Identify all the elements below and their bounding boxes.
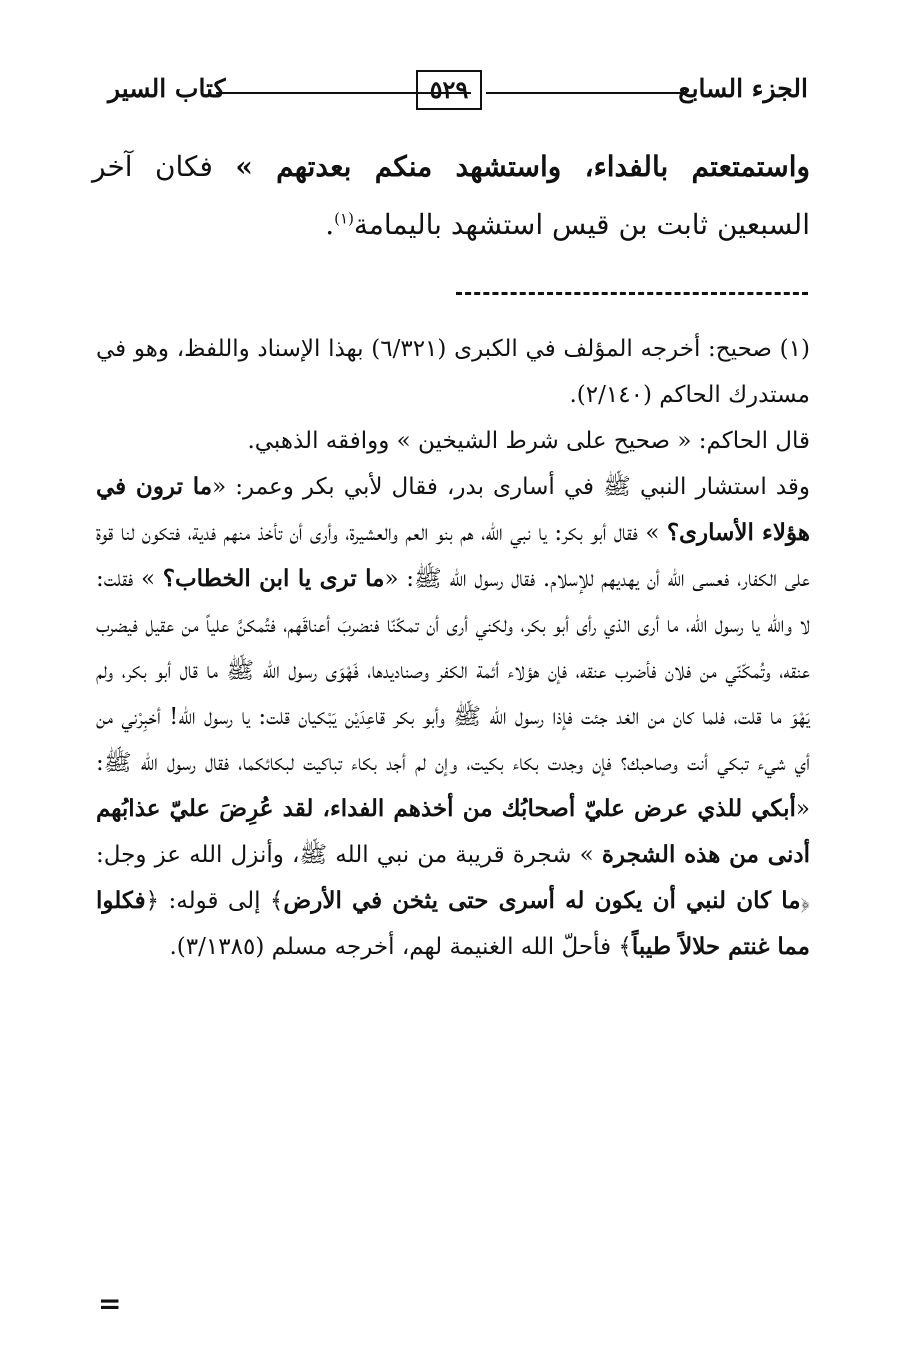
main-text-body: فكان آخر السبعين ثابت بن قيس استشهد باليمامة <box>92 150 810 241</box>
narration-text: وقد استشار النبي ﷺ في أسارى بدر، فقال لأبي بكر وعمر: « <box>212 474 810 500</box>
footnote-paragraph-narration <box>96 464 810 970</box>
book-title: كتاب السير <box>108 74 226 103</box>
page-number-box: ٥٢٩ <box>416 70 482 110</box>
narration-text: ﴾ إلى قوله: ﴿ <box>145 888 284 914</box>
continuation-mark: = <box>98 1287 122 1320</box>
narration-text: ﴾ فأحلّ الله الغنيمة لهم، أخرجه مسلم (٣/١٣٨٥). <box>169 934 632 960</box>
main-text-quote: واستمتعتم بالفداء، واستشهد منكم بعدتهم » <box>235 150 810 183</box>
quran-verse: فكلوا مما غنتم حلالاً طيباً <box>96 887 810 960</box>
narration-text: » فقلت: لا والله يا رسول الله، ما أرى الذي رأى أبو بكر، ولكني أرى أن تمكّنّا فنضربَ أعناقَهم، فتُمكنَّ علياً من عقيل فيضرب عنقه، وتُمكّنّي من فلان فأضرب عنقه، فإن هؤلاء أئمة الكفر وصناديدها، فَهْوَى رسول الله ﷺ ما قال أبو بكر، ولم يَهْوَ ما قلت، فلما كان من الغد جئت فإذا رسول الله ﷺ وأبو بكر قاعِدَيْن يَبْكيان قلت: يا رسول الله! أخبِرْني من أي شيء تبكي أنت وصاحبك؟ فإن وجدت بكاء بكيت، وإن لم أجد بكاء تباكيت لبكائكما، فقال رسول الله ﷺ: « <box>96 566 810 822</box>
footnote-block <box>96 326 810 970</box>
narration-quote: ما ترون في هؤلاء الأسارى؟ <box>96 473 810 546</box>
footnote-paragraph-hakim: قال الحاكم: « صحيح على شرط الشيخين » ووافقه الذهبي. <box>247 428 810 454</box>
narration-text: » شجرة قريبة من نبي الله ﷺ، وأنزل الله عز وجل: ﴿ <box>96 842 810 914</box>
narration-quote: ما ترى يا ابن الخطاب؟ <box>162 565 385 592</box>
narration-text: » فقال أبو بكر: يا نبي الله، هم بنو العم والعشيرة، وأرى أن تأخذ منهم فدية، فتكون لنا قوة على الكفار، فعسى الله أن يهديهم للإسلام. فقال رسول الله ﷺ: « <box>96 520 810 592</box>
main-text-end: . <box>325 208 335 241</box>
footnote-separator <box>456 292 808 295</box>
page-header <box>86 70 808 120</box>
volume-title: الجزء السابع <box>678 74 808 103</box>
footnote-paragraph-source: (١) صحيح: أخرجه المؤلف في الكبرى (٦/٣٢١) بهذا الإسناد واللفظ، وهو في مستدرك الحاكم (٢/١٤٠). <box>96 336 810 408</box>
footnote-reference: (١) <box>334 209 354 228</box>
header-rule-right <box>486 92 683 94</box>
header-rule-left <box>216 92 471 94</box>
quran-verse: ما كان لنبي أن يكون له أسرى حتى يثخن في الأرض <box>283 887 801 914</box>
main-text <box>92 138 810 254</box>
narration-quote: أبكي للذي عرض عليّ أصحابُك من أخذهم الفداء، لقد عُرِضَ عليّ عذابُهم أدنى من هذه الشجرة <box>96 795 811 868</box>
